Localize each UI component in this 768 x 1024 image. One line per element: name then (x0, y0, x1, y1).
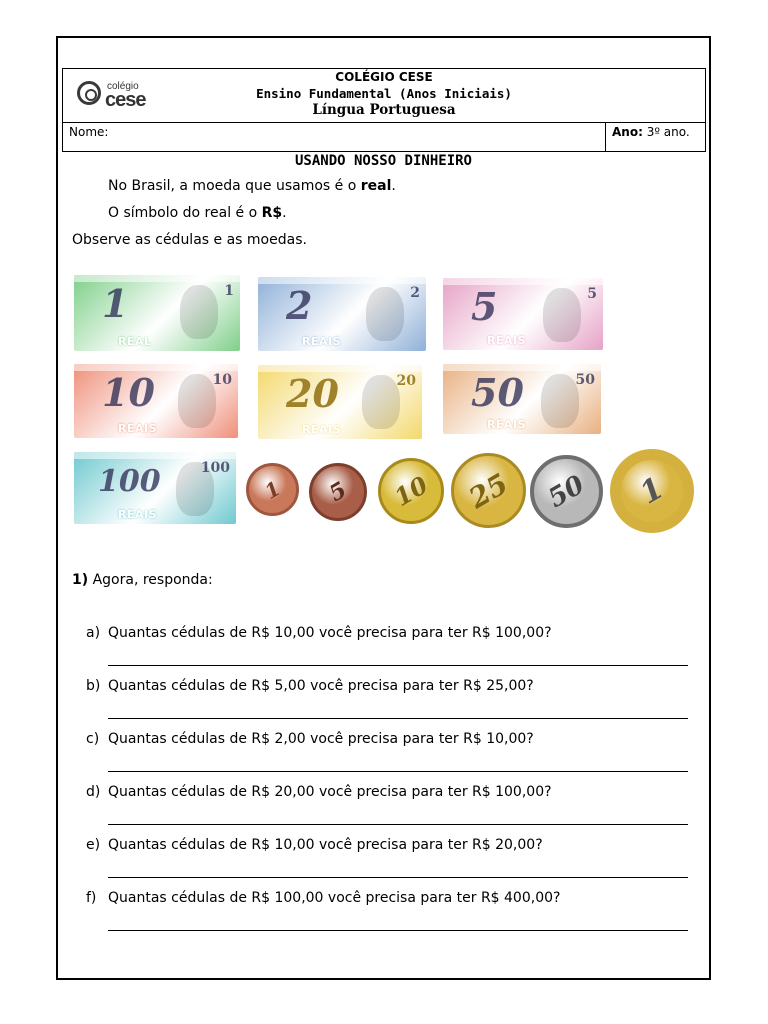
banknote-value: 5 (471, 284, 498, 329)
banknote-value: 50 (471, 370, 524, 415)
coin-5-centavos (309, 463, 367, 521)
banknote-value: 100 (98, 464, 161, 499)
banknote-stripe (74, 275, 240, 282)
question-text: Quantas cédulas de R$ 100,00 você precisa para ter R$ 400,00? (108, 890, 561, 906)
intro-line-2-text: O símbolo do real é o (108, 205, 262, 221)
intro-line-2-bold: R$ (261, 205, 283, 221)
subject-name: Língua Portuguesa (312, 102, 456, 118)
effigy-icon (541, 374, 579, 428)
banknote-word: REAIS (302, 423, 342, 436)
banknote-100-reais (74, 452, 236, 524)
banknote-word: REAIS (302, 335, 342, 348)
banknote-stripe (443, 278, 603, 285)
banknote-1-real (74, 275, 240, 351)
banknote-word: REAIS (118, 422, 158, 435)
intro-line-1-text: No Brasil, a moeda que usamos é o (108, 178, 361, 194)
question-header-text: Agora, responda: (88, 572, 213, 588)
question-label: a) (86, 625, 101, 641)
logo-small-text: colégio (107, 81, 139, 92)
banknote-value: 20 (286, 371, 339, 416)
question-f (86, 890, 560, 906)
answer-line-c[interactable] (108, 771, 688, 772)
coin-value: 50 (543, 469, 590, 514)
question-c (86, 731, 534, 747)
banknote-value: 1 (102, 281, 129, 326)
banknote-20-reais (258, 365, 422, 439)
banknote-corner-value: 5 (587, 286, 597, 302)
banknote-stripe (74, 364, 238, 371)
year-cell (605, 122, 706, 152)
question-label: e) (86, 837, 101, 853)
logo-big-text: cese (105, 89, 146, 111)
effigy-icon (366, 287, 404, 341)
coin-25-centavos (451, 453, 526, 528)
intro-line-2 (108, 205, 287, 221)
answer-line-f[interactable] (108, 930, 688, 931)
intro-line-3: Observe as cédulas e as moedas. (72, 232, 307, 248)
banknote-stripe (74, 452, 236, 459)
header-table (62, 68, 706, 152)
intro-line-1-bold: real (360, 178, 392, 194)
banknote-5-reais (443, 278, 603, 350)
question-text: Quantas cédulas de R$ 20,00 você precisa para ter R$ 100,00? (108, 784, 552, 800)
school-level: Ensino Fundamental (Anos Iniciais) (256, 86, 512, 101)
banknote-corner-value: 1 (224, 283, 234, 299)
banknote-corner-value: 20 (396, 373, 416, 389)
coin-50-centavos (530, 455, 603, 528)
year-value: 3º ano. (646, 125, 690, 139)
coin-10-centavos (378, 458, 444, 524)
banknote-value: 2 (286, 283, 313, 328)
question-label: f) (86, 890, 97, 906)
year-text (612, 125, 690, 139)
coin-value: 1 (634, 470, 670, 512)
banknote-corner-value: 50 (575, 372, 595, 388)
answer-line-d[interactable] (108, 824, 688, 825)
effigy-icon (543, 288, 581, 342)
question-b (86, 678, 534, 694)
intro-line-2-end: . (282, 205, 287, 221)
coin-value: 1 (260, 475, 285, 504)
coin-1-real (610, 449, 694, 533)
effigy-icon (178, 374, 216, 428)
question-label: b) (86, 678, 101, 694)
banknote-stripe (258, 365, 422, 372)
banknote-corner-value: 100 (200, 460, 230, 476)
effigy-icon (180, 285, 218, 339)
page-title: USANDO NOSSO DINHEIRO (294, 153, 472, 169)
name-field-label: Nome: (69, 125, 109, 139)
question-d (86, 784, 552, 800)
answer-line-a[interactable] (108, 665, 688, 666)
question-a (86, 625, 552, 641)
coin-value: 10 (389, 470, 433, 512)
banknote-10-reais (74, 364, 238, 438)
coin-value: 25 (463, 466, 514, 515)
question-header (72, 572, 213, 588)
school-name: COLÉGIO CESE (335, 70, 433, 84)
question-label: c) (86, 731, 100, 747)
effigy-icon (362, 375, 400, 429)
question-number: 1) (72, 572, 89, 588)
coin-value: 5 (324, 476, 352, 508)
answer-line-e[interactable] (108, 877, 688, 878)
year-label: Ano: (612, 125, 643, 139)
banknote-50-reais (443, 364, 601, 434)
banknote-2-reais (258, 277, 426, 351)
banknote-corner-value: 2 (410, 285, 420, 301)
banknote-word: REAL (118, 335, 152, 348)
banknote-stripe (258, 277, 426, 284)
banknote-word: REAIS (487, 334, 527, 347)
intro-line-1-end: . (391, 178, 396, 194)
question-text: Quantas cédulas de R$ 10,00 você precisa para ter R$ 100,00? (108, 625, 552, 641)
question-text: Quantas cédulas de R$ 10,00 você precisa para ter R$ 20,00? (108, 837, 543, 853)
banknote-corner-value: 10 (212, 372, 232, 388)
coin-1-centavo (246, 463, 299, 516)
question-label: d) (86, 784, 101, 800)
banknote-word: REAIS (487, 418, 527, 431)
intro-line-1 (108, 178, 396, 194)
header-top-row (63, 69, 705, 123)
banknote-value: 10 (102, 370, 155, 415)
question-text: Quantas cédulas de R$ 5,00 você precisa para ter R$ 25,00? (108, 678, 534, 694)
question-text: Quantas cédulas de R$ 2,00 você precisa para ter R$ 10,00? (108, 731, 534, 747)
answer-line-b[interactable] (108, 718, 688, 719)
banknote-word: REAIS (118, 508, 158, 521)
question-e (86, 837, 543, 853)
